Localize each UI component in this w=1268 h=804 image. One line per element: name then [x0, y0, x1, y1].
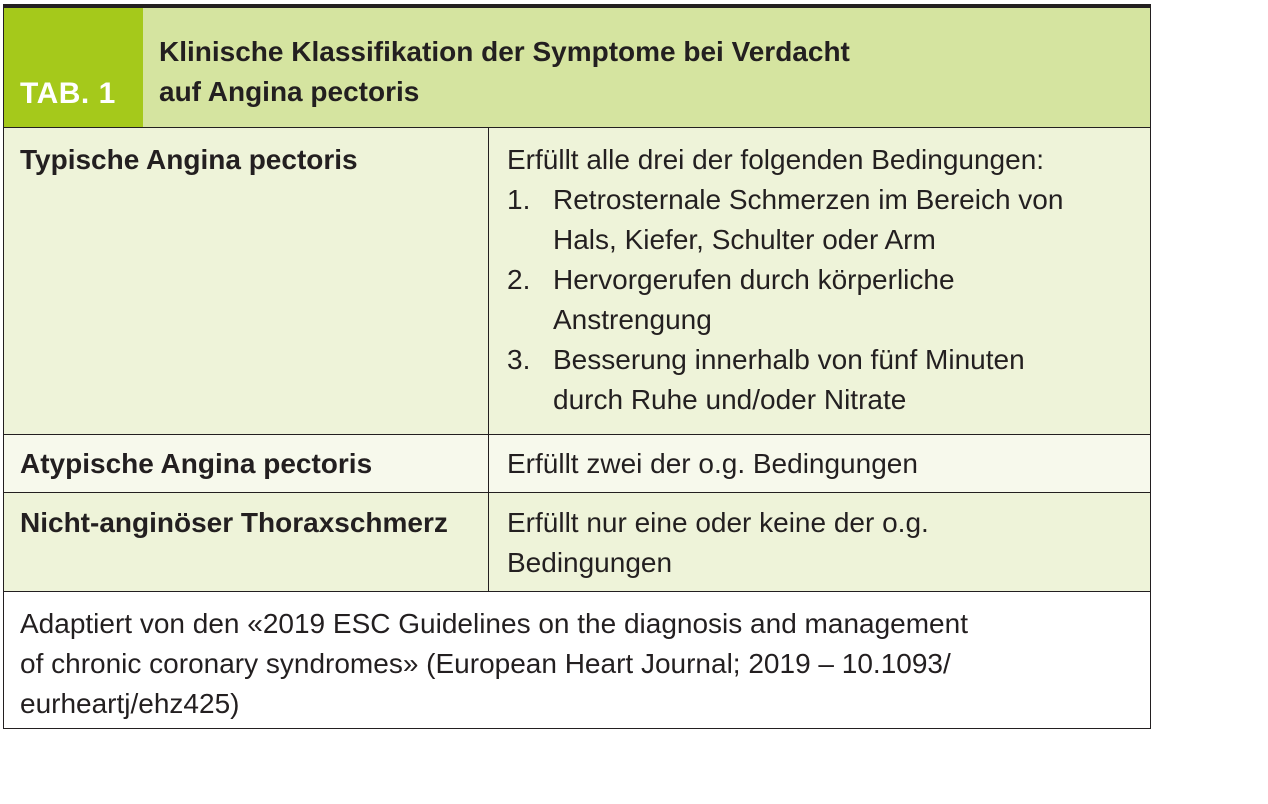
condition-text-line: Besserung innerhalb von fünf Minuten: [553, 344, 1025, 375]
footnote-line-1: Adaptiert von den «2019 ESC Guidelines on the diagnosis and management: [20, 608, 968, 639]
condition-text-line: Retrosternale Schmerzen im Bereich von: [553, 184, 1064, 215]
table-number: TAB. 1: [4, 8, 143, 127]
condition-text: [553, 340, 1150, 420]
category-typical: Typische Angina pectoris: [4, 128, 489, 434]
criteria-text-line: Erfüllt zwei der o.g. Bedingungen: [507, 448, 918, 479]
condition-number: 1.: [507, 184, 531, 215]
table-row-typical: [4, 128, 1150, 435]
condition-item-2: [507, 260, 1150, 340]
condition-number: 3.: [507, 344, 531, 375]
criteria-text-line: Erfüllt nur eine oder keine der o.g.: [507, 507, 929, 538]
condition-text-line: Anstrengung: [553, 304, 712, 335]
category-non-anginal: Nicht-anginöser Thoraxschmerz: [4, 493, 489, 591]
table-title: [143, 8, 1150, 127]
criteria-intro: Erfüllt alle drei der folgenden Bedingungen:: [507, 144, 1045, 175]
condition-item-3: [507, 340, 1150, 420]
condition-text: [553, 260, 1150, 340]
table-title-line-2: auf Angina pectoris: [159, 76, 420, 107]
table-title-line-1: Klinische Klassifikation der Symptome bei Verdacht: [159, 36, 850, 67]
footnote-line-3: eurheartj/ehz425): [20, 688, 240, 719]
category-atypical: Atypische Angina pectoris: [4, 435, 489, 492]
condition-text-line: Hals, Kiefer, Schulter oder Arm: [553, 224, 936, 255]
criteria-atypical: [489, 435, 1150, 492]
condition-text-line: durch Ruhe und/oder Nitrate: [553, 384, 907, 415]
table-footnote: [4, 592, 1150, 728]
table-row-non-anginal: [4, 493, 1150, 592]
table-row-atypical: [4, 435, 1150, 493]
criteria-typical: [489, 128, 1150, 434]
conditions-list: [507, 180, 1150, 420]
condition-item-1: [507, 180, 1150, 260]
footnote-line-2: of chronic coronary syndromes» (European Heart Journal; 2019 – 10.1093/: [20, 648, 951, 679]
criteria-text-line: Bedingungen: [507, 547, 673, 578]
condition-text: [553, 180, 1150, 260]
classification-table: [3, 4, 1151, 729]
criteria-non-anginal: [489, 493, 1150, 591]
condition-number: 2.: [507, 264, 531, 295]
condition-text-line: Hervorgerufen durch körperliche: [553, 264, 955, 295]
table-header: [4, 8, 1150, 128]
